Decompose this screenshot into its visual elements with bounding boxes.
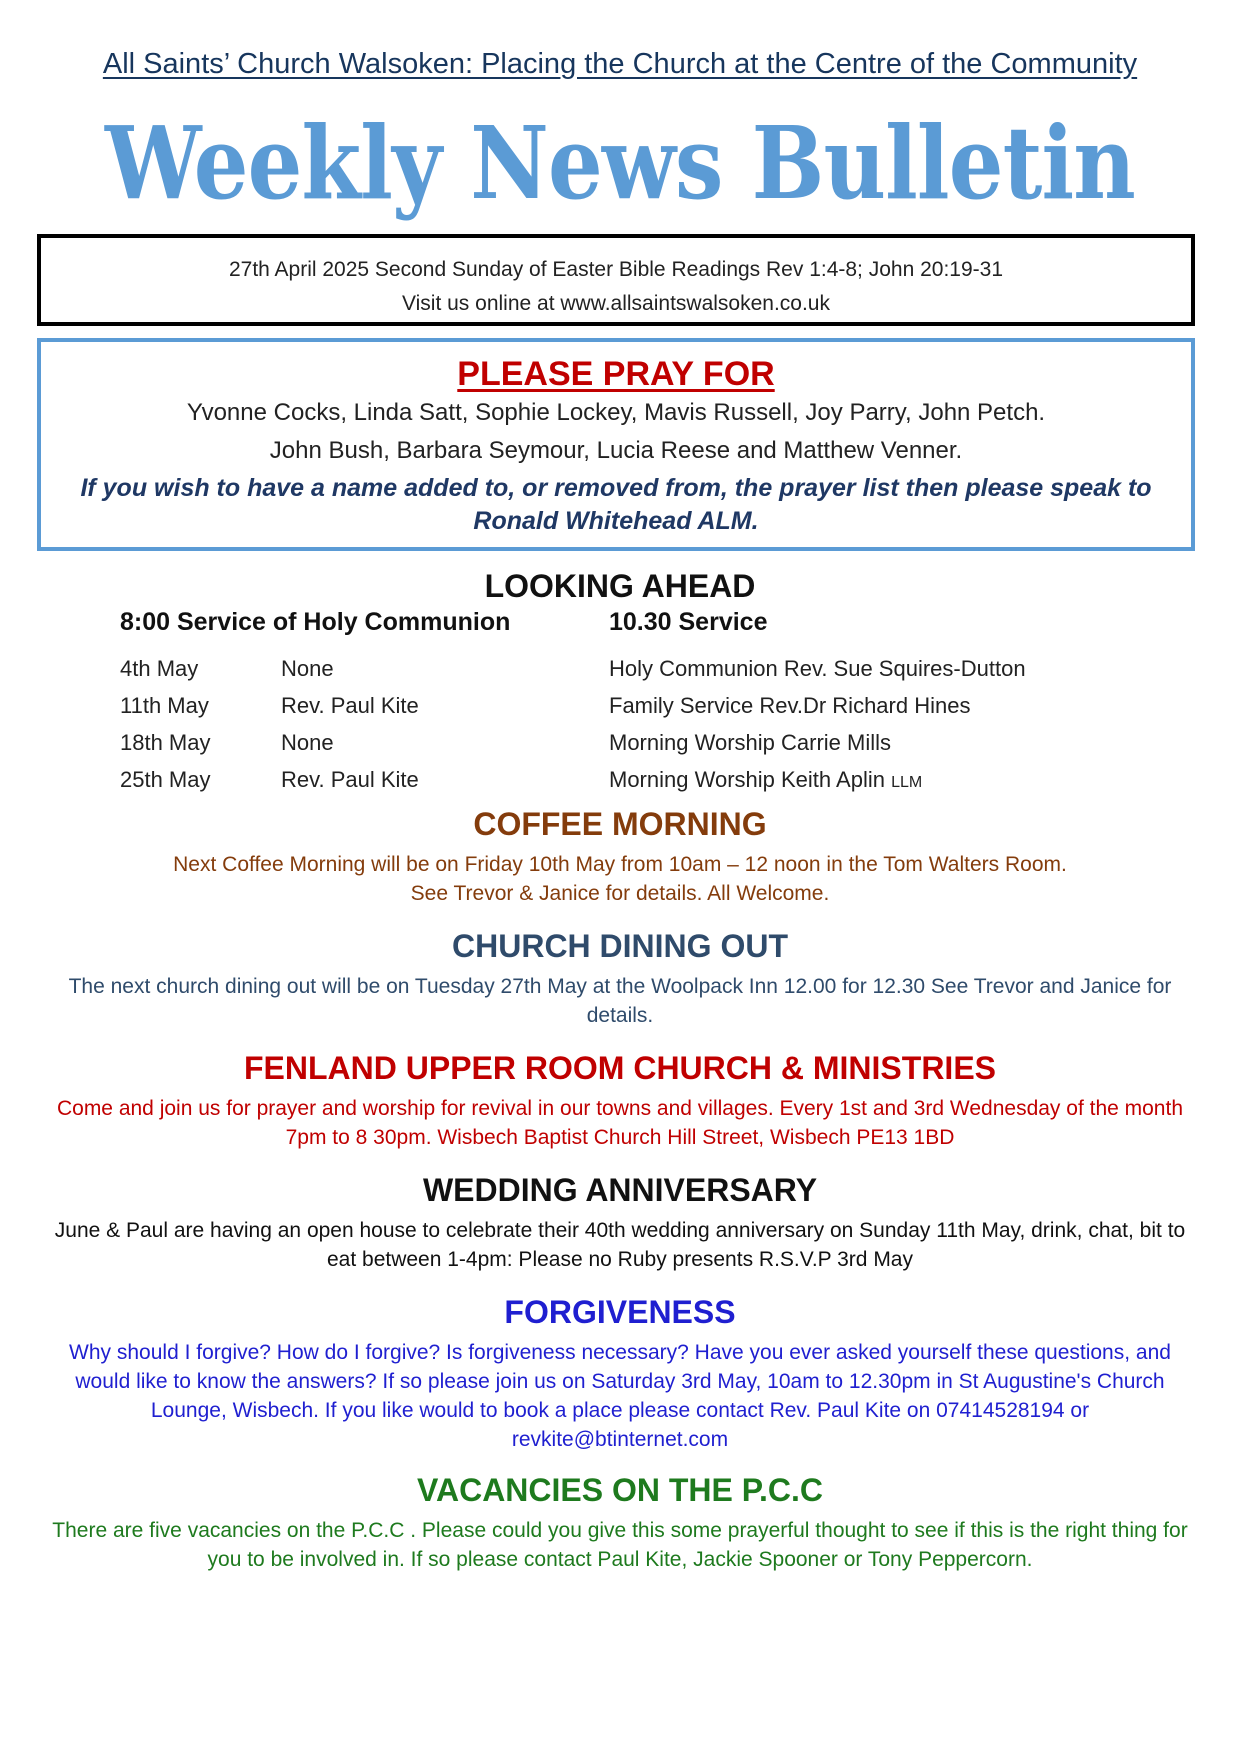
prayer-note: If you wish to have a name added to, or removed from, the prayer list then please speak to Ronald Whitehead ALM. <box>80 474 1152 535</box>
coffee-line-1: Next Coffee Morning will be on Friday 10th May from 10am – 12 noon in the Tom Walters Room. <box>173 853 1067 876</box>
schedule-late-service: Family Service Rev.Dr Richard Hines <box>609 693 971 718</box>
bulletin-title: Weekly News Bulletin <box>105 104 1135 222</box>
website-line: Visit us online at www.allsaintswalsoken.co.uk <box>402 292 830 315</box>
forgiveness-heading: FORGIVENESS <box>504 1294 736 1330</box>
schedule-date: 25th May <box>120 767 211 792</box>
schedule-early-minister: None <box>281 656 334 681</box>
info-box <box>37 234 1195 326</box>
date-readings: 27th April 2025 Second Sunday of Easter Bible Readings Rev 1:4-8; John 20:19-31 <box>228 258 1004 281</box>
schedule-early-minister: Rev. Paul Kite <box>281 767 419 792</box>
dining-body: The next church dining out will be on Tuesday 27th May at the Woolpack Inn 12.00 for 12.30 See Trevor and Janice for details. <box>68 975 1172 1027</box>
wedding-body: June & Paul are having an open house to celebrate their 40th wedding anniversary on Sunday 11th May, drink, chat, bit to eat between 1-4pm: Please no Ruby presents R.S.V.P 3rd May <box>54 1219 1186 1271</box>
llm-suffix: LLM <box>891 774 923 791</box>
prayer-names-1: Yvonne Cocks, Linda Satt, Sophie Lockey, Mavis Russell, Joy Parry, John Petch. <box>186 399 1046 426</box>
coffee-heading: COFFEE MORNING <box>473 806 767 842</box>
fenland-body: Come and join us for prayer and worship for revival in our towns and villages. Every 1st and 3rd Wednesday of the month 7pm to 8 30pm. Wisbech Baptist Church Hill Street, Wisbech PE13 1BD <box>56 1097 1184 1149</box>
schedule-date: 11th May <box>120 693 209 718</box>
looking-ahead-heading: LOOKING AHEAD <box>484 568 756 604</box>
schedule-early-minister: None <box>281 730 334 755</box>
schedule-early-minister: Rev. Paul Kite <box>281 693 419 718</box>
prayer-heading: PLEASE PRAY FOR <box>457 355 775 393</box>
prayer-names-2: John Bush, Barbara Seymour, Lucia Reese and Matthew Venner. <box>269 437 963 464</box>
coffee-line-2: See Trevor & Janice for details. All Welcome. <box>410 882 830 905</box>
wedding-heading: WEDDING ANNIVERSARY <box>422 1172 818 1208</box>
schedule-early <box>281 650 419 798</box>
coffee-body <box>40 850 1200 908</box>
fenland-heading: FENLAND UPPER ROOM CHURCH & MINISTRIES <box>243 1050 996 1086</box>
schedule-late-service: Morning Worship Keith Aplin <box>609 767 885 792</box>
schedule-dates <box>120 650 211 798</box>
schedule-late <box>609 650 1026 801</box>
schedule-late-service: Holy Communion Rev. Sue Squires-Dutton <box>609 656 1026 681</box>
dining-heading: CHURCH DINING OUT <box>452 928 788 964</box>
tagline: All Saints’ Church Walsoken: Placing the Church at the Centre of the Community <box>102 48 1138 80</box>
prayer-box <box>37 338 1195 551</box>
forgiveness-body: Why should I forgive? How do I forgive? Is forgiveness necessary? Have you ever asked yourself these questions, and would like to know the answers? If so please join us on Saturday 3rd May, 10am to 12.30pm in St Augustine's Church Lounge, Wisbech. If you like would to book a place please contact Rev. Paul Kite on 07414528194 or revkite@btinternet.com <box>69 1341 1171 1451</box>
col-heading-early: 8:00 Service of Holy Communion <box>120 608 511 636</box>
schedule-late-service: Morning Worship Carrie Mills <box>609 730 891 755</box>
pcc-body: There are five vacancies on the P.C.C . Please could you give this some prayerful thought to see if this is the right thing for you to be involved in. If so please contact Paul Kite, Jackie Spooner or Tony Peppercorn. <box>52 1519 1188 1571</box>
schedule-date: 4th May <box>120 656 199 681</box>
schedule-late-service-row <box>609 761 1026 801</box>
schedule-date: 18th May <box>120 730 211 755</box>
col-heading-late: 10.30 Service <box>609 608 768 636</box>
pcc-heading: VACANCIES ON THE P.C.C <box>417 1472 823 1508</box>
